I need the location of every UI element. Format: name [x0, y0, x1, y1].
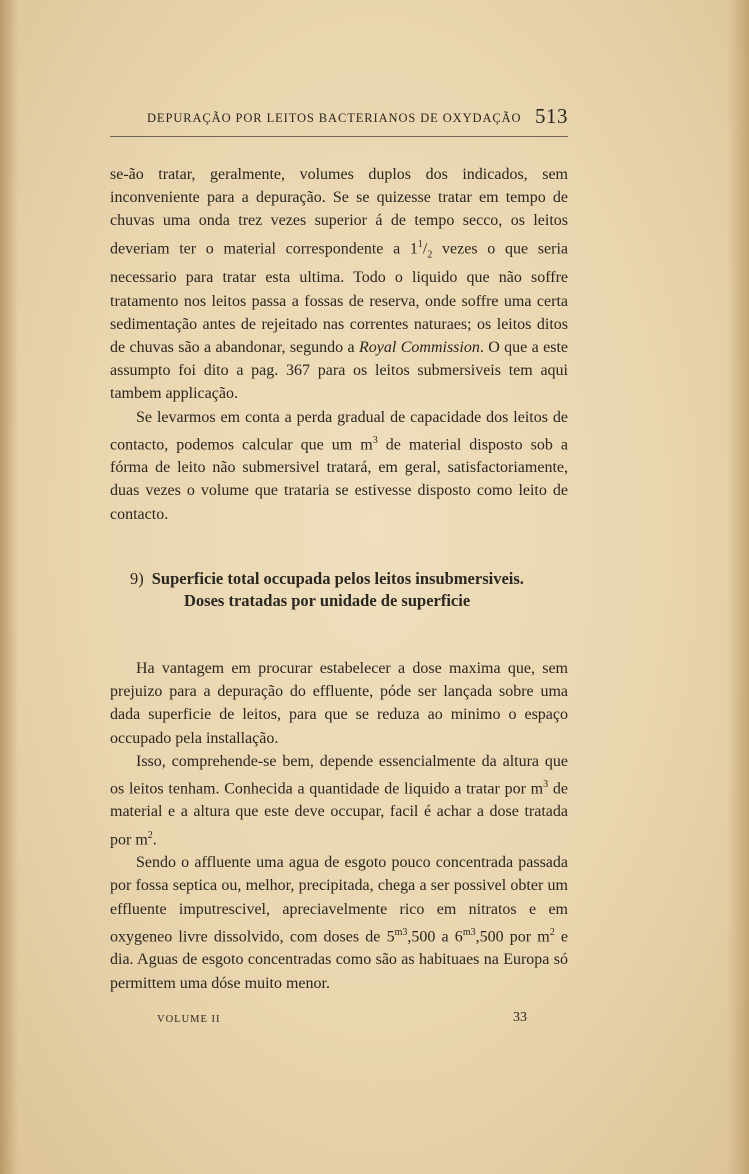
paragraph-4-text-a: Isso, comprehende-se bem, depende essencialmente da altura que os leitos tenham. Conhecida a quantidade de liquido a tratar por m: [110, 752, 568, 798]
paragraph-1: [110, 163, 568, 406]
square-superscript: 2: [549, 926, 555, 938]
section-heading: [110, 568, 568, 612]
paragraph-5-text-d: e dia. Aguas de esgoto concentradas como são as habituaes na Europa só permittem uma dóse muito menor.: [110, 928, 568, 992]
body-text: [110, 163, 568, 995]
fraction-denominator: 2: [427, 249, 433, 261]
cubic-superscript: 3: [372, 434, 378, 446]
paragraph-3: Ha vantagem em procurar estabelecer a dose maxima que, sem prejuizo para a depuração do effluente, póde ser lançada sobre uma dada superficie de leitos, para que se reduza ao minimo o espaço occupado pela installação.: [110, 659, 568, 747]
cubic-superscript: 3: [543, 778, 549, 790]
fraction-slash: /: [422, 239, 428, 257]
paragraph-5-text-c: ,500 por m: [475, 928, 550, 946]
paragraph-5-text-a: Sendo o affluente uma agua de esgoto pouco concentrada passada por fossa septica ou, melhor, precipitada, chega a ser possivel obter um effluente imputrescivel, apreciavelmente rico em nitratos e em oxygeneo livre dissolvido, com doses de 5: [110, 854, 568, 946]
page-edge-shadow-right: [727, 0, 749, 1174]
paragraph-2-text-a: Se levarmos em conta a perda gradual de capacidade dos leitos de contacto, podemos calcular que um m: [110, 408, 568, 454]
sheet-number: 33: [513, 1010, 527, 1025]
paragraph-5-text-b: ,500 a 6: [407, 928, 463, 946]
paragraph-1-text-c: . O que a este assumpto foi dito a pag. 367 para os leitos submersiveis tem aqui tambem applicação.: [110, 338, 568, 403]
section-title-line-1: Superficie total occupada pelos leitos insubmersiveis.: [151, 568, 524, 588]
section-number: 9): [130, 568, 144, 588]
page-footer: [157, 1010, 527, 1030]
fraction-numerator: 1: [417, 238, 423, 250]
section-title-line-2: Doses tratadas por unidade de superficie: [184, 590, 471, 610]
section-heading-line-1: [110, 568, 568, 590]
page-edge-shadow-left: [0, 0, 18, 1174]
running-head: [147, 104, 568, 130]
cubic-meter-superscript: m3: [462, 926, 476, 938]
royal-commission-italic: Royal Commission: [359, 338, 480, 356]
paragraph-4-text-c: .: [152, 830, 157, 848]
cubic-meter-superscript: m3: [394, 926, 408, 938]
paragraph-1-text-a: se-ão tratar, geralmente, volumes duplos dos indicados, sem inconveniente para a depuração. Se se quizesse tratar em tempo de chuvas uma onda trez vezes superior á de tempo secco, os leitos deveriam ter o material correspondente a 1: [110, 166, 568, 257]
header-rule: [110, 136, 568, 137]
paragraph-1-text-b: vezes o que seria necessario para tratar esta ultima. Todo o liquido que não soffre tratamento nos leitos passa a fossas de reserva, onde soffre uma certa sedimentação antes de rejeitado nas correntes naturaes; os leitos ditos de chuvas são a abandonar, segundo a: [110, 239, 568, 356]
running-title: DEPURAÇÃO POR LEITOS BACTERIANOS DE OXYDAÇÃO: [147, 111, 522, 125]
paragraph-2: [110, 406, 568, 526]
volume-signature: VOLUME II: [157, 1014, 221, 1025]
paragraph-2-text-b: de material disposto sob a fórma de leito não submersivel tratará, em geral, satisfactoriamente, duas vezes o volume que trataria se estivesse disposto como leito de contacto.: [110, 436, 569, 523]
paragraph-5: [110, 851, 568, 995]
paragraph-4: [110, 750, 568, 851]
paragraph-4-text-b: de material e a altura que este deve occupar, facil é achar a dose tratada por m: [110, 780, 569, 848]
square-superscript: 2: [147, 829, 153, 841]
page-number: 513: [535, 104, 568, 128]
